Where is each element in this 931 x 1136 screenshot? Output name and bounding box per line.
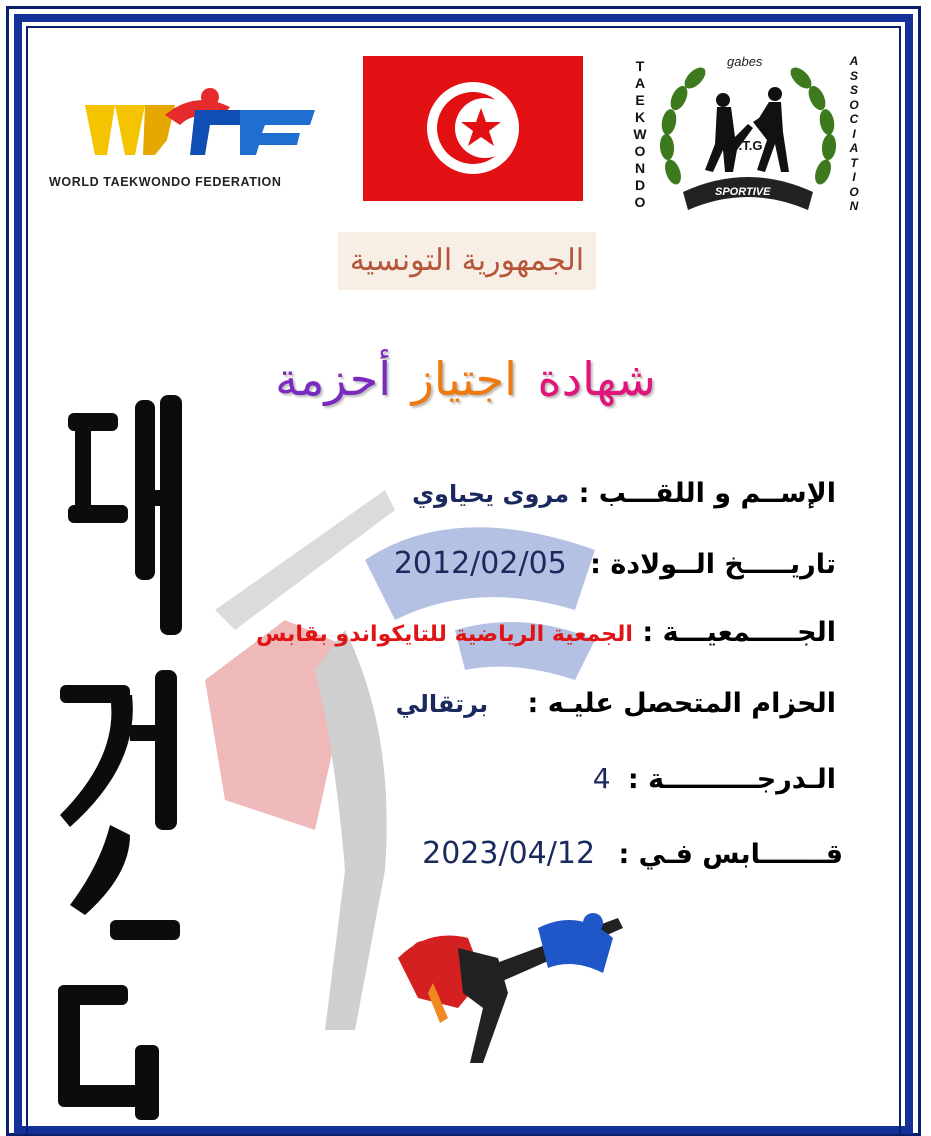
club-letter: S <box>849 83 858 97</box>
wtf-logo <box>45 85 345 195</box>
club-letter: O <box>634 194 646 210</box>
field-place-date <box>422 836 843 871</box>
title-word: شهادة <box>537 352 656 406</box>
title-word: أحزمة <box>275 352 392 406</box>
club-letter: D <box>634 177 646 193</box>
club-left-letters <box>633 58 647 211</box>
birthdate-label: تاريـــــخ الــولادة : <box>590 549 836 580</box>
club-letter: W <box>633 126 647 142</box>
tunisia-flag <box>363 56 583 201</box>
birthdate-value: 2012/02/05 <box>393 546 567 581</box>
club-letter: C <box>849 112 859 126</box>
club-letter: N <box>849 199 859 213</box>
club-letter: E <box>635 92 645 108</box>
club-letter: T <box>635 58 645 74</box>
club-bottom-text: SPORTIVE <box>715 186 771 198</box>
club-value: الجمعية الرياضية للتايكواندو بقابس <box>256 622 633 647</box>
club-letter: O <box>634 143 646 159</box>
club-middle-text: A.S.T.G <box>717 138 763 153</box>
sparring-fighters-icon <box>388 898 628 1068</box>
club-letter: I <box>852 126 856 141</box>
certificate-title <box>0 352 931 406</box>
name-value: مروى يحياوي <box>412 480 570 508</box>
place-label: قـــــــابس فـي : <box>618 839 843 870</box>
club-label: الجـــــمعيـــة : <box>642 617 836 648</box>
crescent-star-icon <box>363 56 583 201</box>
club-letter: S <box>849 68 858 83</box>
taekwondo-calligraphy-icon <box>40 395 210 1120</box>
field-name <box>412 478 836 509</box>
field-birthdate <box>394 546 836 581</box>
place-date-value: 2023/04/12 <box>422 836 596 871</box>
club-letter: N <box>634 160 646 176</box>
field-club <box>256 617 836 648</box>
grade-label: الـدرجــــــــــة : <box>627 764 836 795</box>
club-letter: I <box>852 170 856 184</box>
club-letter: O <box>849 184 859 199</box>
club-letter: A <box>634 75 646 91</box>
club-letter: T <box>850 155 858 170</box>
club-letter: A <box>849 141 859 155</box>
club-logo <box>625 52 870 222</box>
republic-calligraphy <box>338 232 596 290</box>
grade-value: 4 <box>592 762 611 795</box>
club-top-text: gabes <box>727 54 763 69</box>
club-right-letters <box>847 54 861 214</box>
belt-value: برتقالي <box>395 690 489 718</box>
club-letter: K <box>634 109 646 125</box>
republic-text: الجمهورية التونسية <box>349 243 585 278</box>
belt-label: الحزام المتحصل عليـه : <box>527 688 836 719</box>
name-label: الإســم و اللقـــب : <box>578 478 836 509</box>
club-letter: A <box>849 54 859 68</box>
field-belt <box>396 688 836 719</box>
title-word: اجتياز <box>411 352 517 406</box>
wtf-caption: WORLD TAEKWONDO FEDERATION <box>49 175 282 189</box>
wtf-logo-mark <box>45 85 345 165</box>
club-letter: O <box>849 97 859 112</box>
field-grade <box>593 762 836 795</box>
